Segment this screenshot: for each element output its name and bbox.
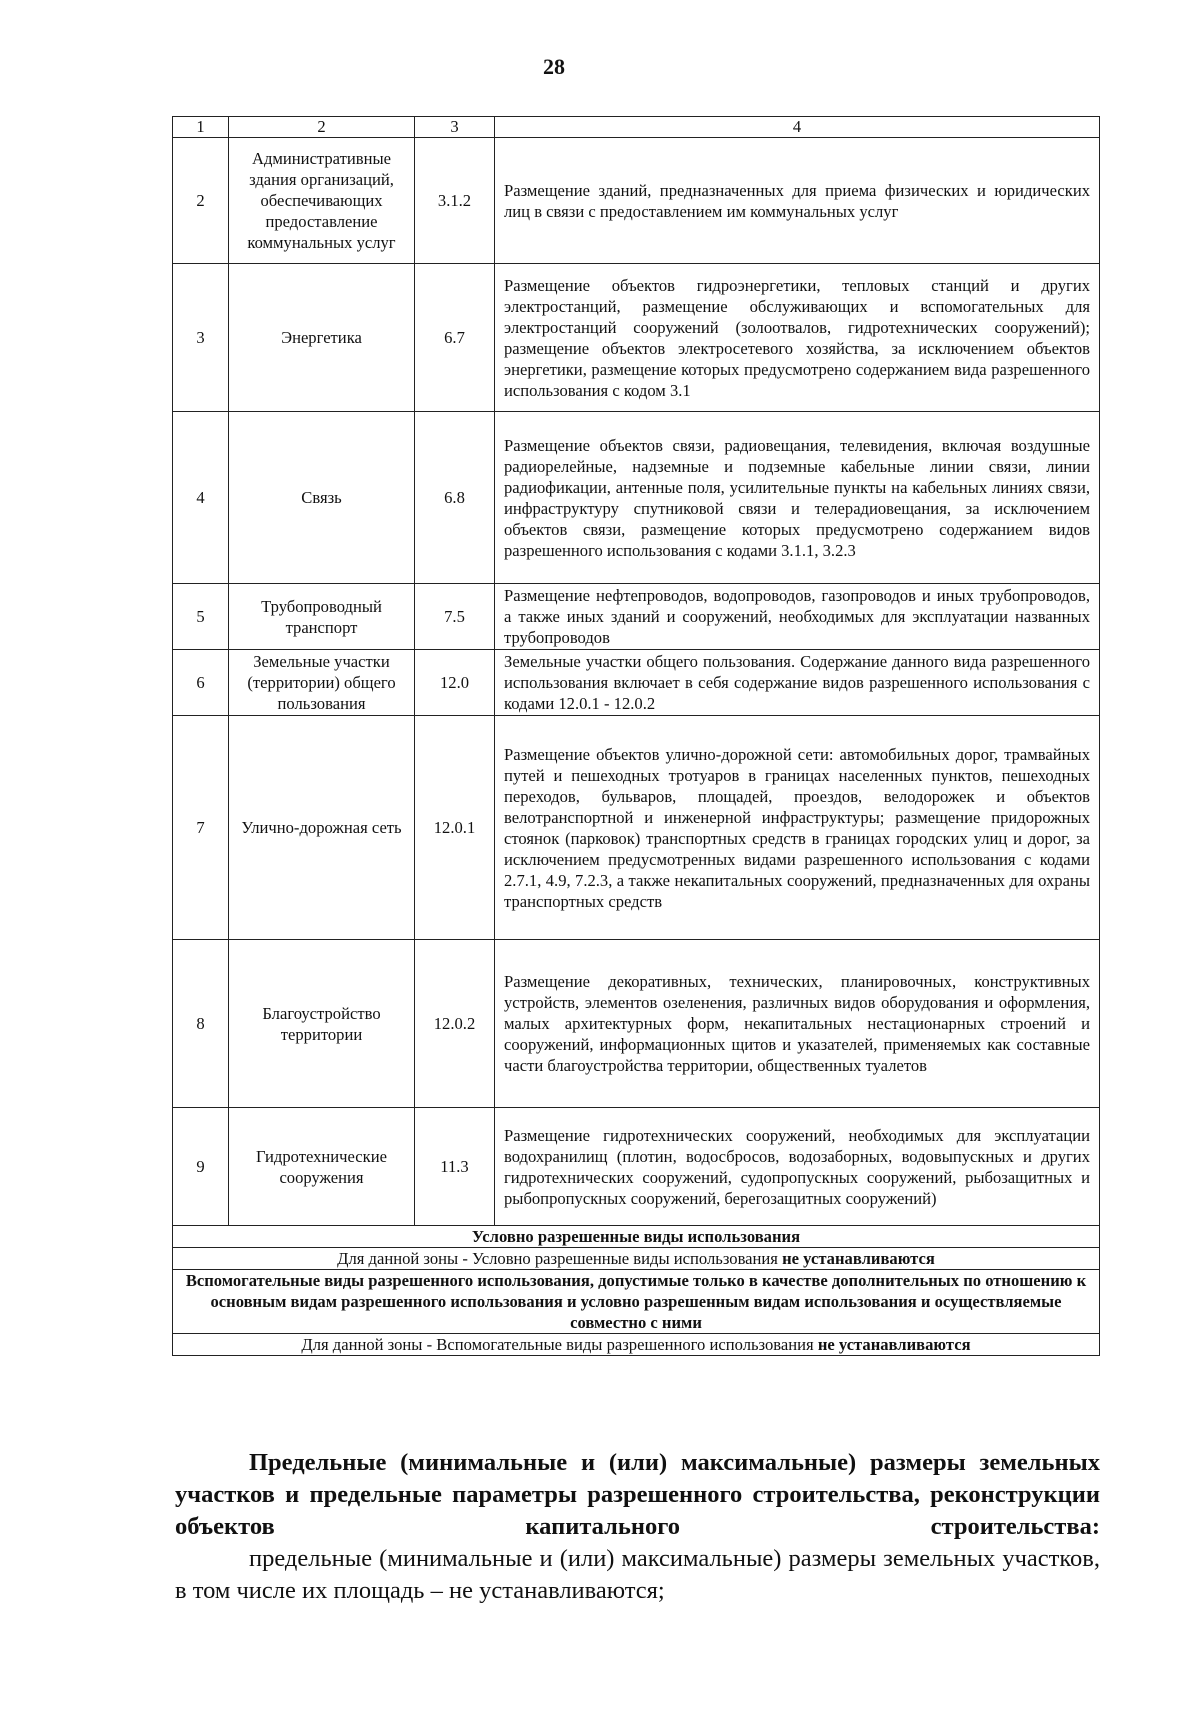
conditional-note-row bbox=[173, 1248, 1100, 1270]
table-row bbox=[173, 1108, 1100, 1226]
column-header: 3 bbox=[415, 117, 495, 138]
use-type-name: Энергетика bbox=[229, 264, 415, 412]
use-type-name: Связь bbox=[229, 412, 415, 584]
table-row bbox=[173, 138, 1100, 264]
use-type-code: 7.5 bbox=[415, 584, 495, 650]
use-type-description: Размещение объектов гидроэнергетики, тепловых станций и других электростанций, размещение обслуживающих и вспомогательных для электростанций сооружений (золоотвалов, гидротехнических сооружений); размещение объектов электросетевого хозяйства, за исключением объектов энергетики, размещение которых предусмотрено содержанием вида разрешенного использования с кодом 3.1 bbox=[495, 264, 1100, 412]
auxiliary-note-emphasis: не устанавливаются bbox=[817, 1335, 971, 1354]
use-type-description: Размещение декоративных, технических, планировочных, конструктивных устройств, элементов озеленения, различных видов оборудования и оформления, малых архитектурных форм, некапитальных нестационарных строений и сооружений, информационных щитов и указателей, применяемых как составные части благоустройства территории, общественных туалетов bbox=[495, 940, 1100, 1108]
use-type-code: 11.3 bbox=[415, 1108, 495, 1226]
limits-heading: Предельные (минимальные и (или) максимальные) размеры земельных участков и предельные параметры разрешенного строительства, реконструкции объектов капитального строительства: bbox=[175, 1449, 1100, 1540]
auxiliary-uses-note bbox=[173, 1334, 1100, 1356]
conditional-note-emphasis: не устанавливаются bbox=[782, 1249, 935, 1268]
page-number: 28 bbox=[543, 54, 565, 79]
use-type-name: Улично-дорожная сеть bbox=[229, 716, 415, 940]
row-number: 7 bbox=[173, 716, 229, 940]
use-type-description: Земельные участки общего пользования. Содержание данного вида разрешенного использования включает в себя содержание видов разрешенного использования с кодами 12.0.1 - 12.0.2 bbox=[495, 650, 1100, 716]
table-header-row bbox=[173, 117, 1100, 138]
column-header: 2 bbox=[229, 117, 415, 138]
use-type-description: Размещение объектов связи, радиовещания, телевидения, включая воздушные радиорелейные, надземные и подземные кабельные линии связи, линии радиофикации, антенные поля, усилительные пункты на кабельных линиях связи, инфраструктуру спутниковой связи и телерадиовещания, за исключением объектов связи, размещение которых предусмотрено содержанием видов разрешенного использования с кодами 3.1.1, 3.2.3 bbox=[495, 412, 1100, 584]
table-row bbox=[173, 940, 1100, 1108]
column-header: 1 bbox=[173, 117, 229, 138]
row-number: 5 bbox=[173, 584, 229, 650]
row-number: 6 bbox=[173, 650, 229, 716]
row-number: 9 bbox=[173, 1108, 229, 1226]
row-number: 2 bbox=[173, 138, 229, 264]
conditional-note-text: Для данной зоны - Условно разрешенные виды использования bbox=[337, 1249, 783, 1268]
land-use-table bbox=[172, 116, 1100, 1356]
row-number: 8 bbox=[173, 940, 229, 1108]
use-type-description: Размещение зданий, предназначенных для приема физических и юридических лиц в связи с предоставлением им коммунальных услуг bbox=[495, 138, 1100, 264]
use-type-code: 6.8 bbox=[415, 412, 495, 584]
limits-paragraph: предельные (минимальные и (или) максимальные) размеры земельных участков, в том числе их площадь – не устанавливаются; bbox=[175, 1545, 1100, 1604]
use-type-description: Размещение нефтепроводов, водопроводов, газопроводов и иных трубопроводов, а также иных зданий и сооружений, необходимых для эксплуатации названных трубопроводов bbox=[495, 584, 1100, 650]
auxiliary-note-text: Для данной зоны - Вспомогательные виды разрешенного использования bbox=[301, 1335, 818, 1354]
auxiliary-heading-row bbox=[173, 1270, 1100, 1334]
conditional-uses-note bbox=[173, 1248, 1100, 1270]
auxiliary-uses-heading: Вспомогательные виды разрешенного использования, допустимые только в качестве дополнительных по отношению к основным видам разрешенного использования и условно разрешенным видам использования и осуществляемые совместно с ними bbox=[173, 1270, 1100, 1334]
table-row bbox=[173, 264, 1100, 412]
auxiliary-note-row bbox=[173, 1334, 1100, 1356]
use-type-code: 12.0.2 bbox=[415, 940, 495, 1108]
table-row bbox=[173, 584, 1100, 650]
use-type-description: Размещение гидротехнических сооружений, необходимых для эксплуатации водохранилищ (плотин, водосбросов, водозаборных, водовыпускных и других гидротехнических сооружений, судопропускных сооружений, рыбозащитных и рыбопропускных сооружений, берегозащитных сооружений) bbox=[495, 1108, 1100, 1226]
table-row bbox=[173, 412, 1100, 584]
use-type-description: Размещение объектов улично-дорожной сети: автомобильных дорог, трамвайных путей и пешеходных тротуаров в границах населенных пунктов, пешеходных переходов, бульваров, площадей, проездов, велодорожек и объектов велотранспортной и инженерной инфраструктуры; размещение придорожных стоянок (парковок) транспортных средств в границах городских улиц и дорог, за исключением предусмотренных видами разрешенного использования с кодами 2.7.1, 4.9, 7.2.3, а также некапитальных сооружений, предназначенных для охраны транспортных средств bbox=[495, 716, 1100, 940]
use-type-name: Административные здания организаций, обеспечивающих предоставление коммунальных услуг bbox=[229, 138, 415, 264]
use-type-code: 12.0 bbox=[415, 650, 495, 716]
use-type-code: 3.1.2 bbox=[415, 138, 495, 264]
section-text bbox=[175, 1447, 1100, 1607]
row-number: 3 bbox=[173, 264, 229, 412]
use-type-name: Земельные участки (территории) общего пользования bbox=[229, 650, 415, 716]
conditional-heading-row bbox=[173, 1226, 1100, 1248]
table-row bbox=[173, 716, 1100, 940]
use-type-code: 6.7 bbox=[415, 264, 495, 412]
conditional-uses-heading: Условно разрешенные виды использования bbox=[173, 1226, 1100, 1248]
row-number: 4 bbox=[173, 412, 229, 584]
table-row bbox=[173, 650, 1100, 716]
use-type-name: Гидротехнические сооружения bbox=[229, 1108, 415, 1226]
use-type-name: Благоустройство территории bbox=[229, 940, 415, 1108]
column-header: 4 bbox=[495, 117, 1100, 138]
use-type-name: Трубопроводный транспорт bbox=[229, 584, 415, 650]
use-type-code: 12.0.1 bbox=[415, 716, 495, 940]
